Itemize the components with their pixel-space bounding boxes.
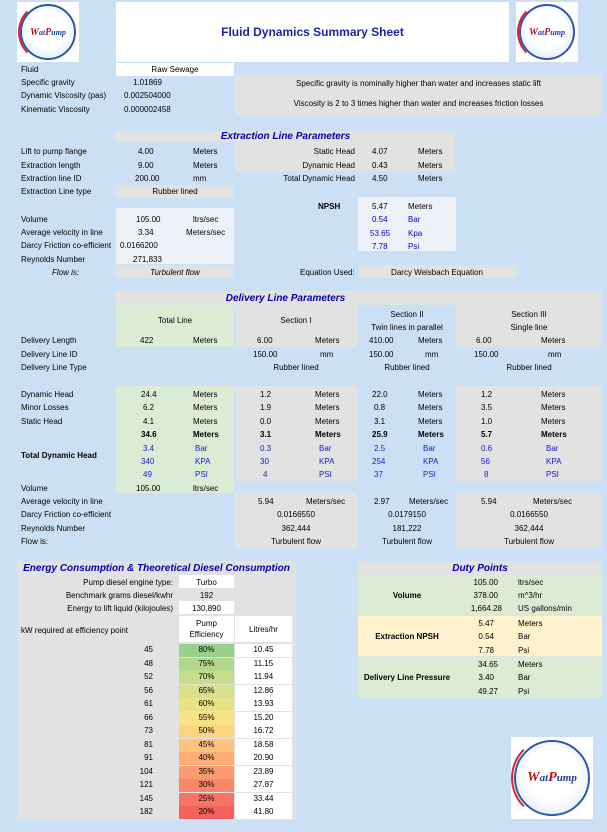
s3-head-bg bbox=[456, 386, 602, 481]
fluid-value: Raw Sewage bbox=[151, 65, 199, 74]
energy-lift-label: Energy to lift liquid (kilojoules) bbox=[67, 604, 173, 613]
s3-id-unit: mm bbox=[548, 350, 562, 359]
ext-darcy-label: Darcy Friction co-efficient bbox=[21, 241, 112, 250]
ext-flow-label: Flow is: bbox=[52, 268, 80, 277]
total-tdh-value: 34.6 bbox=[141, 430, 157, 439]
total-tdh-unit: Meters bbox=[193, 430, 219, 439]
energy-row-efficiency: 45% bbox=[179, 739, 234, 752]
s2-psi-unit: PSI bbox=[423, 470, 436, 479]
total-ml-unit: Meters bbox=[193, 403, 218, 412]
col-section-3-sub: Single line bbox=[510, 323, 548, 332]
npsh-bar-unit: Bar bbox=[408, 215, 421, 224]
npsh-kpa-unit: Kpa bbox=[408, 229, 423, 238]
energy-row-litres: 16.72 bbox=[235, 725, 292, 738]
static-head-unit: Meters bbox=[418, 147, 443, 156]
energy-row-litres: 13.93 bbox=[235, 698, 292, 711]
energy-row-kw: 104 bbox=[139, 766, 153, 776]
s2-length-unit: Meters bbox=[418, 336, 443, 345]
energy-row-efficiency: 30% bbox=[179, 779, 234, 792]
watpump-logo-bottom-right: WatPump bbox=[511, 737, 593, 819]
s3-psi-value: 8 bbox=[484, 470, 489, 479]
col-section-2-sub: Twin lines in parallel bbox=[371, 323, 443, 332]
s1-velocity-unit: Meters/sec bbox=[306, 497, 346, 506]
s2-sh-unit: Meters bbox=[418, 417, 443, 426]
s2-kpa-value: 254 bbox=[372, 457, 386, 466]
duty-dlp-3: 49.27 bbox=[477, 687, 498, 696]
energy-row-kw: 61 bbox=[144, 699, 153, 708]
s1-sh-value: 0.0 bbox=[260, 417, 272, 426]
total-kpa-value: 340 bbox=[141, 457, 155, 466]
energy-row-kw: 145 bbox=[139, 793, 153, 803]
page-title: Fluid Dynamics Summary Sheet bbox=[221, 25, 404, 39]
energy-row-efficiency: 55% bbox=[179, 712, 234, 725]
energy-row-litres: 11.94 bbox=[235, 671, 292, 684]
watpump-logo-top-right: WatPump bbox=[516, 2, 578, 62]
s1-reynolds-value: 362,444 bbox=[281, 524, 311, 533]
energy-row-efficiency: 50% bbox=[179, 725, 234, 738]
col-section-2: Section II bbox=[390, 310, 424, 319]
s2-tdh-unit: Meters bbox=[418, 430, 444, 439]
del-velocity-label: Average velocity in line bbox=[21, 497, 103, 506]
ext-reynolds-value: 271,833 bbox=[133, 255, 162, 264]
equation-value: Darcy Weisbach Equation bbox=[391, 268, 483, 277]
energy-row-efficiency: 75% bbox=[179, 658, 234, 671]
s3-sh-unit: Meters bbox=[541, 417, 566, 426]
s3-id-value: 150.00 bbox=[474, 350, 499, 359]
del-volume-unit: ltrs/sec bbox=[193, 484, 219, 493]
s1-type-value: Rubber lined bbox=[273, 363, 319, 372]
energy-row-efficiency: 35% bbox=[179, 766, 234, 779]
s1-tdh-unit: Meters bbox=[315, 430, 341, 439]
energy-row-efficiency: 40% bbox=[179, 752, 234, 765]
ext-volume-value: 105.00 bbox=[136, 215, 161, 224]
lift-unit: Meters bbox=[193, 147, 218, 156]
extraction-length-value: 9.00 bbox=[138, 161, 154, 170]
energy-row-litres: 41.80 bbox=[235, 806, 292, 819]
energy-row-kw: 52 bbox=[144, 672, 153, 681]
del-flow-label: Flow is: bbox=[21, 537, 49, 546]
duty-npsh-3-unit: Psi bbox=[518, 646, 530, 655]
col-pump: Pump bbox=[196, 619, 217, 628]
col-litres-hr: Litres/hr bbox=[249, 625, 278, 634]
extraction-id-unit: mm bbox=[193, 174, 207, 183]
energy-row-kw: 81 bbox=[144, 739, 153, 749]
energy-row-litres: 20.90 bbox=[235, 752, 292, 765]
energy-row-litres: 12.86 bbox=[235, 685, 292, 698]
duty-dlp-3-unit: Psi bbox=[518, 687, 530, 696]
delivery-length-label: Delivery Length bbox=[21, 336, 77, 345]
s3-ml-unit: Meters bbox=[541, 403, 566, 412]
static-head-value: 4.07 bbox=[372, 147, 388, 156]
s3-bar-unit: Bar bbox=[546, 444, 559, 453]
duty-dlp-label: Delivery Line Pressure bbox=[363, 673, 451, 682]
extraction-type-value: Rubber lined bbox=[152, 187, 198, 196]
del-volume-label: Volume bbox=[21, 484, 48, 493]
npsh-meters-unit: Meters bbox=[408, 202, 433, 211]
ext-volume-unit: ltrs/sec bbox=[193, 215, 219, 224]
s3-velocity-value: 5.94 bbox=[481, 497, 497, 506]
s3-bar-value: 0.6 bbox=[481, 444, 493, 453]
s1-length-value: 6.00 bbox=[257, 336, 273, 345]
s3-sh-value: 1.0 bbox=[481, 417, 493, 426]
energy-row-kw: 91 bbox=[144, 753, 153, 762]
s2-dh-value: 22.0 bbox=[372, 390, 388, 399]
ext-velocity-label: Average velocity in line bbox=[21, 228, 103, 237]
energy-row-kw: 56 bbox=[144, 685, 153, 695]
s2-velocity-unit: Meters/sec bbox=[409, 497, 449, 506]
energy-row-efficiency: 60% bbox=[179, 698, 234, 711]
total-kpa-unit: KPA bbox=[195, 457, 211, 466]
duty-vol-2: 378.00 bbox=[473, 591, 498, 600]
total-bar-value: 3.4 bbox=[143, 444, 155, 453]
s1-bar-value: 0.3 bbox=[260, 444, 272, 453]
extraction-type-label: Extraction Line type bbox=[21, 187, 92, 196]
engine-type-label: Pump diesel engine type: bbox=[83, 578, 173, 587]
fluid-label: Fluid bbox=[21, 65, 39, 74]
duty-vol-1-unit: ltrs/sec bbox=[518, 578, 544, 587]
s2-ml-unit: Meters bbox=[418, 403, 443, 412]
energy-row-efficiency: 65% bbox=[179, 685, 234, 698]
duty-dlp-2-unit: Bar bbox=[518, 673, 531, 682]
s2-sh-value: 3.1 bbox=[374, 417, 386, 426]
s3-type-value: Rubber lined bbox=[506, 363, 552, 372]
s3-length-value: 6.00 bbox=[476, 336, 492, 345]
col-efficiency: Efficiency bbox=[189, 630, 224, 639]
benchmark-label: Benchmark grams diesel/kwhr bbox=[65, 591, 173, 600]
total-dynamic-head-label: Total Dynamic Head bbox=[21, 451, 97, 460]
ext-reynolds-label: Reynolds Number bbox=[21, 255, 86, 264]
npsh-label: NPSH bbox=[318, 202, 341, 211]
s1-sh-unit: Meters bbox=[315, 417, 340, 426]
minor-losses-label: Minor Losses bbox=[21, 403, 69, 412]
energy-row-litres: 23.89 bbox=[235, 766, 292, 779]
duty-dlp-2: 3.40 bbox=[478, 673, 494, 682]
total-sh-value: 4.1 bbox=[143, 417, 155, 426]
ext-velocity-unit: Meters/sec bbox=[186, 228, 226, 237]
ext-dynamic-head-value: 0.43 bbox=[372, 161, 388, 170]
energy-row-kw: 66 bbox=[144, 712, 153, 722]
s2-ml-value: 0.8 bbox=[374, 403, 386, 412]
ext-tdh-value: 4.50 bbox=[372, 174, 388, 183]
energy-row-litres: 27.87 bbox=[235, 779, 292, 792]
s1-length-unit: Meters bbox=[315, 336, 340, 345]
npsh-bar-value: 0.54 bbox=[372, 215, 388, 224]
delivery-id-label: Delivery Line ID bbox=[21, 350, 78, 359]
total-psi-unit: PSI bbox=[195, 470, 208, 479]
extraction-id-value: 200.00 bbox=[135, 174, 160, 183]
s2-reynolds-value: 181,222 bbox=[392, 524, 422, 533]
total-ml-value: 6.2 bbox=[143, 403, 155, 412]
s1-bar-unit: Bar bbox=[319, 444, 332, 453]
total-psi-value: 49 bbox=[143, 470, 152, 479]
duty-vol-3: 1,664.28 bbox=[470, 604, 502, 613]
s2-kpa-unit: KPA bbox=[423, 457, 439, 466]
extraction-header: Extraction Line Parameters bbox=[220, 131, 351, 142]
s1-ml-unit: Meters bbox=[315, 403, 340, 412]
npsh-psi-unit: Psi bbox=[408, 242, 420, 251]
s1-dh-unit: Meters bbox=[315, 390, 340, 399]
s2-velocity-value: 2.97 bbox=[374, 497, 390, 506]
energy-header: Energy Consumption & Theoretical Diesel Consumption bbox=[23, 563, 290, 574]
extraction-length-label: Extraction length bbox=[21, 161, 81, 170]
s3-flow-value: Turbulent flow bbox=[504, 537, 554, 546]
s3-ml-value: 3.5 bbox=[481, 403, 493, 412]
s2-bar-unit: Bar bbox=[423, 444, 436, 453]
s3-reynolds-value: 362,444 bbox=[514, 524, 544, 533]
col-section-3: Section III bbox=[511, 310, 547, 319]
dynamic-head-label: Dynamic Head bbox=[21, 390, 74, 399]
duty-dlp-1: 34.65 bbox=[477, 660, 498, 669]
specific-gravity-value: 1.01869 bbox=[133, 78, 162, 87]
s3-dh-unit: Meters bbox=[541, 390, 566, 399]
s3-kpa-value: 56 bbox=[481, 457, 490, 466]
viscosity-note: Viscosity is 2 to 3 times higher than water and increases friction losses bbox=[293, 99, 544, 108]
specific-gravity-note: Specific gravity is nominally higher than water and increases static lift bbox=[296, 79, 541, 88]
ext-dynamic-head-label: Dynamic Head bbox=[302, 161, 355, 170]
s2-tdh-value: 25.9 bbox=[372, 430, 388, 439]
benchmark-value: 192 bbox=[199, 591, 214, 600]
duty-npsh-1-unit: Meters bbox=[518, 619, 543, 628]
kinematic-viscosity-label: Kinematic Viscosity bbox=[21, 105, 90, 114]
del-reynolds-label: Reynolds Number bbox=[21, 524, 86, 533]
energy-row-litres: 11.15 bbox=[235, 658, 292, 671]
duty-dlp-1-unit: Meters bbox=[518, 660, 543, 669]
s1-ml-value: 1.9 bbox=[260, 403, 272, 412]
duty-npsh-2: 0.54 bbox=[478, 632, 494, 641]
s2-bar-value: 2.5 bbox=[374, 444, 386, 453]
s3-darcy-value: 0.0166550 bbox=[510, 510, 548, 519]
s2-id-unit: mm bbox=[425, 350, 439, 359]
s1-velocity-value: 5.94 bbox=[258, 497, 274, 506]
ext-flow-value: Turbulent flow bbox=[150, 268, 200, 277]
s3-length-unit: Meters bbox=[541, 336, 566, 345]
duty-vol-2-unit: m^3/hr bbox=[518, 591, 543, 600]
npsh-meters-value: 5.47 bbox=[372, 202, 388, 211]
energy-row-efficiency: 20% bbox=[179, 806, 234, 819]
s3-velocity-unit: Meters/sec bbox=[533, 497, 573, 506]
s2-type-value: Rubber lined bbox=[384, 363, 430, 372]
energy-row-litres: 15.20 bbox=[235, 712, 292, 725]
s1-darcy-value: 0.0166550 bbox=[277, 510, 315, 519]
energy-row-kw: 182 bbox=[139, 807, 153, 816]
total-dh-value: 24.4 bbox=[141, 390, 157, 399]
s1-kpa-value: 30 bbox=[260, 457, 269, 466]
duty-npsh-label: Extraction NPSH bbox=[375, 632, 439, 641]
static-head-delivery-label: Static Head bbox=[21, 417, 63, 426]
s3-kpa-unit: KPA bbox=[546, 457, 562, 466]
total-sh-unit: Meters bbox=[193, 417, 218, 426]
s3-tdh-unit: Meters bbox=[541, 430, 567, 439]
col-total-line: Total Line bbox=[157, 316, 193, 325]
energy-row-litres: 33.44 bbox=[235, 793, 292, 806]
delivery-header: Delivery Line Parameters bbox=[225, 293, 346, 304]
extraction-length-unit: Meters bbox=[193, 161, 218, 170]
ext-velocity-value: 3.34 bbox=[138, 228, 154, 237]
s3-psi-unit: PSI bbox=[546, 470, 559, 479]
duty-volume-label: Volume bbox=[392, 591, 422, 600]
del-volume-value: 105.00 bbox=[136, 484, 161, 493]
ext-darcy-value: 0.0166200 bbox=[120, 241, 158, 250]
energy-row-efficiency: 25% bbox=[179, 793, 234, 806]
equation-label: Equation Used: bbox=[300, 268, 355, 277]
duty-npsh-2-unit: Bar bbox=[518, 632, 531, 641]
s1-tdh-value: 3.1 bbox=[260, 430, 272, 439]
duty-header: Duty Points bbox=[452, 563, 508, 574]
static-head-label: Static Head bbox=[313, 147, 355, 156]
s3-tdh-value: 5.7 bbox=[481, 430, 493, 439]
npsh-psi-value: 7.78 bbox=[372, 242, 388, 251]
col-section-1: Section I bbox=[280, 316, 312, 325]
s1-psi-value: 4 bbox=[263, 470, 268, 479]
total-length-unit: Meters bbox=[193, 336, 218, 345]
engine-type-value: Turbo bbox=[196, 578, 217, 587]
ext-volume-label: Volume bbox=[21, 215, 48, 224]
energy-row-efficiency: 70% bbox=[179, 671, 234, 684]
s1-psi-unit: PSI bbox=[319, 470, 332, 479]
s2-darcy-value: 0.0179150 bbox=[388, 510, 426, 519]
duty-vol-1: 105.00 bbox=[473, 578, 498, 587]
dynamic-viscosity-label: Dynamic Viscosity (pas) bbox=[21, 91, 107, 100]
npsh-kpa-value: 53.65 bbox=[370, 229, 391, 238]
delivery-type-label: Delivery Line Type bbox=[21, 363, 87, 372]
energy-row-kw: 48 bbox=[144, 658, 153, 668]
duty-npsh-3: 7.78 bbox=[478, 646, 494, 655]
energy-row-kw: 45 bbox=[144, 645, 153, 654]
watpump-logo-top-left: WatPump bbox=[17, 2, 79, 62]
del-darcy-label: Darcy Friction co-efficient bbox=[21, 510, 112, 519]
ext-tdh-unit: Meters bbox=[418, 174, 443, 183]
kinematic-viscosity-value: 0.000002458 bbox=[124, 105, 171, 114]
energy-lift-value: 130,890 bbox=[192, 604, 221, 613]
energy-row-litres: 18.58 bbox=[235, 739, 292, 752]
extraction-id-label: Extraction line ID bbox=[21, 174, 82, 183]
energy-row-litres: 10.45 bbox=[235, 644, 292, 657]
s1-kpa-unit: KPA bbox=[319, 457, 335, 466]
total-bar-unit: Bar bbox=[195, 444, 208, 453]
s1-id-unit: mm bbox=[320, 350, 334, 359]
dynamic-viscosity-value: 0.002504000 bbox=[124, 91, 171, 100]
lift-label: Lift to pump flange bbox=[21, 147, 87, 156]
lift-value: 4.00 bbox=[138, 147, 154, 156]
s3-dh-value: 1.2 bbox=[481, 390, 493, 399]
kw-required-label: kW required at efficiency point bbox=[21, 626, 129, 635]
s2-length-value: 410.00 bbox=[369, 336, 394, 345]
total-length-value: 422 bbox=[140, 336, 154, 345]
duty-npsh-1: 5.47 bbox=[478, 619, 494, 628]
s2-dh-unit: Meters bbox=[418, 390, 443, 399]
energy-row-kw: 121 bbox=[139, 780, 153, 789]
s2-flow-value: Turbulent flow bbox=[382, 537, 432, 546]
energy-row-efficiency: 80% bbox=[179, 644, 234, 657]
specific-gravity-label: Specific gravity bbox=[21, 78, 75, 87]
s2-id-value: 150.00 bbox=[369, 350, 394, 359]
energy-row-kw: 73 bbox=[144, 726, 153, 735]
ext-dynamic-head-unit: Meters bbox=[418, 161, 443, 170]
ext-tdh-label: Total Dynamic Head bbox=[283, 174, 355, 183]
total-dh-unit: Meters bbox=[193, 390, 218, 399]
s1-id-value: 150.00 bbox=[253, 350, 278, 359]
s1-dh-value: 1.2 bbox=[260, 390, 272, 399]
s1-flow-value: Turbulent flow bbox=[271, 537, 321, 546]
s2-psi-value: 37 bbox=[374, 470, 383, 479]
duty-vol-3-unit: US gallons/min bbox=[518, 604, 572, 613]
